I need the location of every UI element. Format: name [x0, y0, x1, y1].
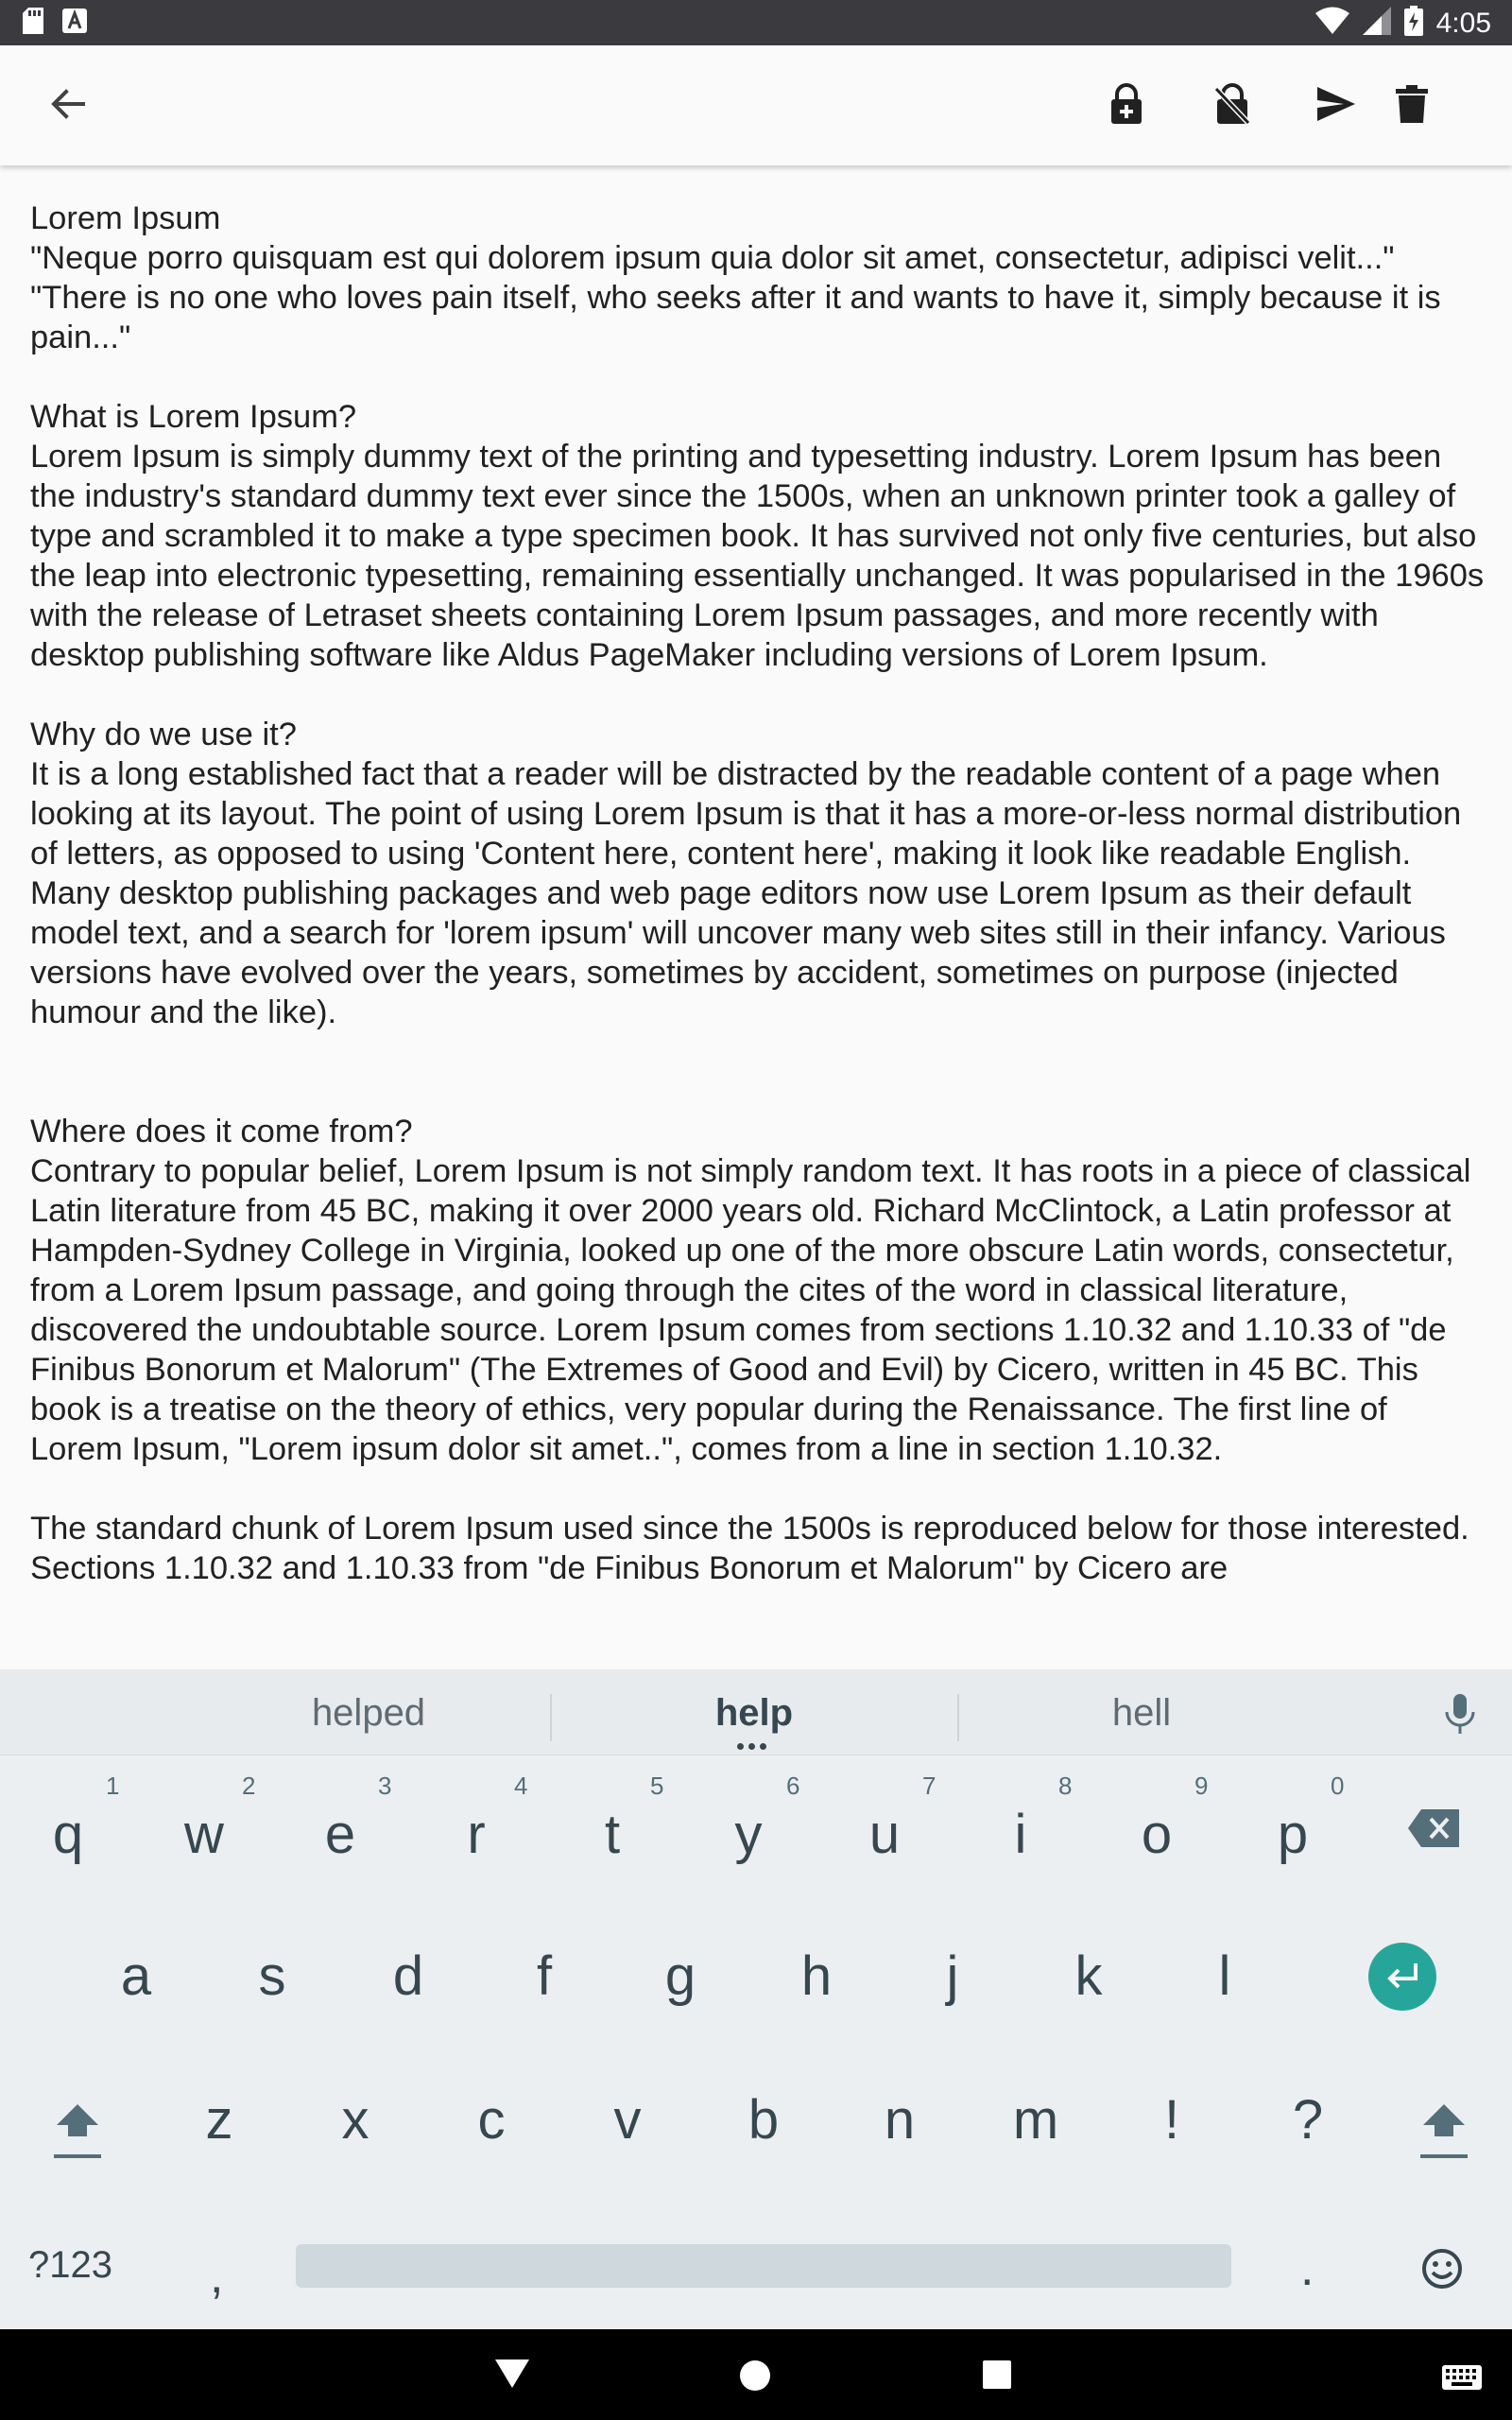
nav-back-button[interactable]: [493, 2358, 531, 2394]
shift-arrow-icon: [1418, 2147, 1470, 2163]
home-circle-icon: [739, 2379, 771, 2395]
key-j[interactable]: j: [946, 1945, 959, 2007]
key-k[interactable]: k: [1074, 1945, 1103, 2007]
key-hint-number: 2: [242, 1772, 256, 1800]
shift-key-right[interactable]: [1418, 2100, 1470, 2164]
key-e[interactable]: e: [324, 1804, 356, 1865]
soft-keyboard: [0, 1669, 1512, 2329]
status-time: 4:05: [1435, 7, 1491, 39]
trash-icon: [1396, 85, 1428, 128]
back-arrow-icon: [49, 85, 87, 128]
enter-key[interactable]: [1368, 1943, 1436, 2011]
key-o[interactable]: o: [1141, 1804, 1173, 1865]
key-h[interactable]: h: [800, 1945, 833, 2007]
key-l[interactable]: l: [1218, 1945, 1231, 2007]
key-question[interactable]: ?: [1292, 2089, 1324, 2151]
enter-arrow-icon: [1385, 1962, 1419, 1996]
key-w[interactable]: w: [184, 1804, 224, 1865]
key-g[interactable]: g: [664, 1945, 696, 2007]
key-p[interactable]: p: [1277, 1804, 1309, 1865]
keyboard-switch-button[interactable]: [1442, 2365, 1482, 2394]
unlock-icon: [1213, 83, 1251, 130]
shift-key-left[interactable]: [51, 2100, 104, 2164]
unlock-button[interactable]: [1202, 76, 1263, 136]
key-a[interactable]: a: [120, 1945, 152, 2007]
suggestion-left[interactable]: helped: [311, 1692, 426, 1734]
suggestion-divider: [957, 1694, 959, 1741]
status-bar: [0, 0, 1512, 45]
key-y[interactable]: y: [734, 1804, 763, 1865]
voice-input-button[interactable]: [1442, 1694, 1478, 1740]
key-hint-number: 5: [650, 1772, 664, 1800]
more-suggestions-dots: [737, 1743, 766, 1750]
space-key[interactable]: [296, 2244, 1231, 2288]
nav-recents-button[interactable]: [983, 2360, 1011, 2394]
key-r[interactable]: r: [467, 1804, 486, 1865]
keyboard-switch-icon: [1442, 2377, 1482, 2394]
smiley-icon: [1421, 2277, 1463, 2293]
key-s[interactable]: s: [258, 1945, 286, 2007]
backspace-key[interactable]: [1408, 1809, 1459, 1852]
key-exclamation[interactable]: !: [1163, 2089, 1180, 2151]
navigation-bar: [0, 2329, 1512, 2420]
backspace-icon: [1408, 1835, 1459, 1851]
key-hint-number: 6: [786, 1772, 800, 1800]
key-u[interactable]: u: [868, 1804, 901, 1865]
app-toolbar: [0, 45, 1512, 165]
nav-home-button[interactable]: [739, 2360, 771, 2396]
key-b[interactable]: b: [747, 2089, 780, 2151]
symbols-key[interactable]: ?123: [28, 2244, 112, 2286]
period-key[interactable]: .: [1300, 2241, 1314, 2296]
microphone-icon: [1442, 1723, 1478, 1739]
key-v[interactable]: v: [613, 2089, 642, 2151]
cell-signal-icon: [1363, 7, 1391, 40]
key-i[interactable]: i: [1014, 1804, 1027, 1865]
key-hint-number: 1: [106, 1772, 120, 1800]
key-c[interactable]: c: [477, 2089, 506, 2151]
recents-square-icon: [983, 2377, 1011, 2393]
send-button[interactable]: [1306, 76, 1366, 136]
key-hint-number: 4: [514, 1772, 528, 1800]
battery-icon: [1404, 6, 1423, 41]
key-n[interactable]: n: [884, 2089, 916, 2151]
delete-button[interactable]: [1382, 76, 1442, 136]
key-hint-number: 7: [922, 1772, 936, 1800]
key-t[interactable]: t: [604, 1804, 621, 1865]
key-hint-number: 9: [1194, 1772, 1209, 1800]
suggestion-divider: [550, 1694, 552, 1741]
shift-arrow-icon: [51, 2147, 104, 2163]
key-hint-number: 0: [1331, 1772, 1345, 1800]
lock-icon: [1108, 83, 1145, 130]
back-button[interactable]: [38, 76, 98, 136]
a-notification-icon: [62, 9, 87, 38]
send-icon: [1315, 85, 1357, 128]
suggestion-right[interactable]: hell: [1111, 1692, 1172, 1734]
emoji-key[interactable]: [1421, 2248, 1463, 2294]
suggestion-strip: [0, 1669, 1512, 1755]
key-hint-number: 8: [1058, 1772, 1073, 1800]
sd-card-icon: [23, 8, 43, 39]
key-x[interactable]: x: [341, 2089, 369, 2151]
key-d[interactable]: d: [392, 1945, 424, 2007]
lock-button[interactable]: [1096, 76, 1157, 136]
back-triangle-icon: [493, 2377, 531, 2394]
key-hint-number: 3: [378, 1772, 392, 1800]
key-f[interactable]: f: [536, 1945, 553, 2007]
wifi-icon: [1315, 7, 1349, 40]
key-m[interactable]: m: [1012, 2089, 1059, 2151]
suggestion-center[interactable]: help: [714, 1692, 794, 1734]
key-q[interactable]: q: [52, 1804, 84, 1865]
key-z[interactable]: z: [205, 2089, 233, 2151]
document-text-area[interactable]: Lorem Ipsum "Neque porro quisquam est qui dolorem ipsum quia dolor sit amet, consectetur, adipisci velit..." "There is no one who loves pain itself, who seeks after it and wants to have it, simply because it is pain..." What is Lorem Ipsum? Lorem Ipsum is simply dummy text of the printing and typesetting industry. Lorem Ipsum has been the industry's standard dummy text ever since the 1500s, when an unknown printer took a galley of type and scrambled it to make a type specimen book. It has survived not only five centuries, but also the leap into electronic typesetting, remaining essentially unchanged. It was popularised in the 1960s with the release of Letraset sheets containing Lorem Ipsum passages, and more recently with desktop publishing software like Aldus PageMaker including versions of Lorem Ipsum. Why do we use it? It is a long established fact that a reader will be distracted by the readable content of a page when looking at its layout. The point of using Lorem Ipsum is that it has a more-or-less normal distribution of letters, as opposed to using 'Content here, content here', making it look like readable English. Many desktop publishing packages and web page editors now use Lorem Ipsum as their default model text, and a search for 'lorem ipsum' will uncover many web sites still in their infancy. Various versions have evolved over the years, sometimes by accident, sometimes on purpose (injected humour and the like). Where does it come from? Contrary to popular belief, Lorem Ipsum is not simply random text. It has roots in a piece of classical Latin literature from 45 BC, making it over 2000 years old. Richard McClintock, a Latin professor at Hampden-Sydney College in Virginia, looked up one of the more obscure Latin words, consectetur, from a Lorem Ipsum passage, and going through the cites of the word in classical literature, discovered the undoubtable source. Lorem Ipsum comes from sections 1.10.32 and 1.10.33 of "de Finibus Bonorum et Malorum" (The Extremes of Good and Evil) by Cicero, written in 45 BC. This book is a treatise on the theory of ethics, very popular during the Renaissance. The first line of Lorem Ipsum, "Lorem ipsum dolor sit amet..", comes from a line in section 1.10.32. The standard chunk of Lorem Ipsum used since the 1500s is reproduced below for those interested. Sections 1.10.32 and 1.10.33 from "de Finibus Bonorum et Malorum" by Cicero are: [30, 200, 1485, 1586]
comma-key[interactable]: ,: [210, 2249, 224, 2304]
